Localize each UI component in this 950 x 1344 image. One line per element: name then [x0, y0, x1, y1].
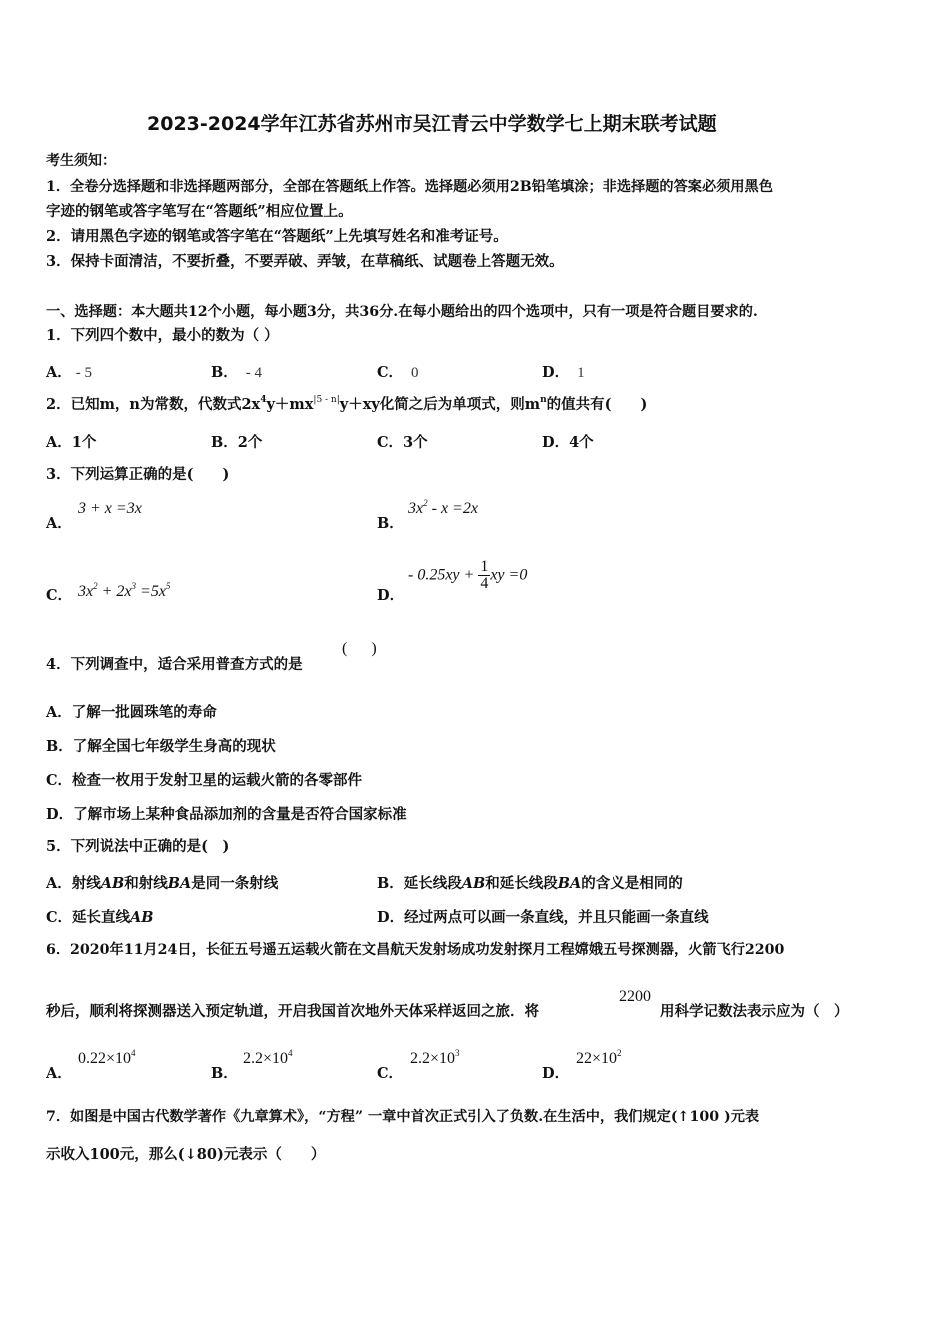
q3-d-label: D． — [377, 587, 405, 604]
q6-d-sup: 2 — [617, 1048, 622, 1058]
q6-c-expr — [410, 1050, 460, 1068]
q5-b-ab: AB — [461, 875, 486, 892]
q4-option-a[interactable]: A．了解一批圆珠笔的寿命 — [46, 704, 217, 721]
q6-c-sup: 3 — [455, 1048, 460, 1058]
q3-c-label: C． — [46, 587, 73, 604]
q3-option-b[interactable] — [377, 512, 404, 533]
q3-b-part: - x =2x — [427, 500, 478, 517]
q3-option-d[interactable] — [377, 584, 404, 605]
q6-a-sup: 4 — [131, 1048, 136, 1058]
q5-b-part: 的含义是相同的 — [581, 875, 683, 892]
q5-option-b[interactable] — [377, 872, 683, 893]
q6-line-2b: 用科学记数法表示应为（ ） — [660, 1003, 849, 1020]
q3-option-a[interactable] — [46, 512, 72, 533]
q6-b-sup: 4 — [288, 1048, 293, 1058]
q5-b-ba: BA — [557, 875, 582, 892]
q1-option-a[interactable] — [46, 361, 92, 382]
page-title: 2023-2024学年江苏省苏州市吴江青云中学数学七上期末联考试题 — [147, 113, 717, 135]
q2-option-a[interactable]: A．1个 — [46, 434, 97, 451]
q5-a-part: 是同一条射线 — [191, 875, 279, 892]
q6-option-c[interactable] — [377, 1062, 403, 1083]
q5-c-ab: AB — [130, 909, 154, 926]
q5-a-ba: BA — [167, 875, 192, 892]
q5-stem: 5．下列说法中正确的是( ) — [46, 838, 230, 855]
q5-a-part: 和射线 — [124, 875, 168, 892]
q6-line-1: 6．2020年11月24日，长征五号遥五运载火箭在文昌航天发射场成功发射探月工程嫦娥五号探测器，火箭飞行2200 — [46, 942, 785, 958]
q2-option-c[interactable]: C．3个 — [377, 434, 428, 451]
q3-c-part: + 2x — [97, 583, 132, 600]
q4-option-b[interactable]: B．了解全国七年级学生身高的现状 — [46, 738, 276, 755]
q4-paren: ( ) — [342, 640, 377, 657]
q1-b-value: - 4 — [245, 365, 263, 381]
q3-d-frac-num: 1 — [480, 558, 489, 575]
q2-sup: 4 — [260, 395, 267, 405]
q6-option-d[interactable] — [542, 1062, 569, 1083]
q3-b-label: B． — [377, 515, 404, 532]
q1-a-label: A． — [46, 364, 72, 381]
q3-c-sup: 2 — [93, 581, 98, 591]
q2-stem-part: y＋xy化简之后为单项式，则m — [339, 396, 541, 413]
q6-d-expr — [576, 1050, 622, 1068]
q2-sup: |5 - n| — [313, 395, 340, 405]
q4-stem: 4．下列调查中，适合采用普查方式的是 — [46, 656, 303, 673]
q6-d-part: 22×10 — [576, 1050, 618, 1067]
notice-line-2: 2．请用黑色字迹的钢笔或答字笔在“答题纸”上先填写姓名和准考证号。 — [46, 228, 508, 245]
q3-d-expr — [408, 559, 527, 592]
q2-stem-part: y＋mx — [266, 396, 314, 413]
q6-d-label: D． — [542, 1065, 570, 1082]
q6-a-part: 0.22×10 — [78, 1050, 132, 1067]
q5-option-c[interactable] — [46, 906, 154, 927]
q6-b-label: B． — [211, 1065, 238, 1082]
q1-stem: 1．下列四个数中，最小的数为（ ） — [46, 327, 279, 344]
q5-c-part: C．延长直线 — [46, 909, 131, 926]
q3-d-fraction — [478, 559, 490, 592]
q6-line-2a: 秒后，顺利将探测器送入预定轨道，开启我国首次地外天体采样返回之旅．将 — [46, 1003, 539, 1020]
q5-option-a[interactable] — [46, 872, 278, 893]
q7-line-1: 7．如图是中国古代数学著作《九章算术》，“方程” 一章中首次正式引入了负数.在生活中，我们规定(↑100 )元表 — [46, 1109, 760, 1125]
q1-option-d[interactable] — [542, 361, 585, 382]
q3-stem: 3．下列运算正确的是( ) — [46, 466, 230, 483]
q1-d-value: 1 — [577, 365, 585, 381]
q2-sup: n — [540, 395, 547, 405]
q2-stem-part: 的值共有( ) — [546, 396, 648, 413]
q3-c-part: 3x — [78, 583, 94, 600]
q3-c-expr — [78, 583, 170, 601]
q4-option-c[interactable]: C．检查一枚用于发射卫星的运载火箭的各零部件 — [46, 772, 363, 789]
q1-a-value: - 5 — [75, 365, 93, 381]
q5-b-part: B．延长线段 — [377, 875, 462, 892]
q3-c-sup: 3 — [131, 581, 137, 591]
q3-c-sup: 5 — [165, 581, 171, 591]
q3-d-part: xy =0 — [490, 566, 528, 584]
q3-b-expr — [408, 500, 478, 518]
q3-a-label: A． — [46, 515, 72, 532]
q1-d-label: D． — [542, 364, 570, 381]
q1-option-b[interactable] — [211, 361, 262, 382]
q3-option-c[interactable] — [46, 584, 72, 605]
notice-line-1a: 1．全卷分选择题和非选择题两部分，全部在答题纸上作答。选择题必须用2B铅笔填涂；非选择题的答案必须用黑色 — [46, 179, 773, 195]
q3-d-part: - 0.25xy + — [408, 566, 479, 584]
q1-option-c[interactable] — [377, 361, 419, 382]
q2-stem — [46, 395, 647, 415]
q1-c-label: C． — [377, 364, 404, 381]
q2-option-b[interactable]: B．2个 — [211, 434, 263, 451]
notice-heading: 考生须知： — [46, 153, 116, 169]
q3-a-expr: 3 + x =3x — [78, 500, 142, 517]
q1-b-label: B． — [211, 364, 238, 381]
q3-c-part: =5x — [136, 583, 166, 600]
q7-line-2: 示收入100元，那么(↓80)元表示（ ） — [46, 1146, 326, 1163]
q5-a-part: A．射线 — [46, 875, 101, 892]
q5-b-part: 和延长线段 — [485, 875, 558, 892]
q6-b-part: 2.2×10 — [243, 1050, 289, 1067]
q5-option-d[interactable]: D．经过两点可以画一条直线，并且只能画一条直线 — [377, 909, 709, 926]
q6-a-label: A． — [46, 1065, 72, 1082]
q5-a-ab: AB — [100, 875, 125, 892]
notice-line-3: 3．保持卡面清洁，不要折叠，不要弄破、弄皱，在草稿纸、试题卷上答题无效。 — [46, 253, 564, 270]
q6-c-label: C． — [377, 1065, 404, 1082]
q6-option-a[interactable] — [46, 1062, 72, 1083]
q2-option-d[interactable]: D．4个 — [542, 434, 594, 451]
q4-option-d[interactable]: D．了解市场上某种食品添加剂的含量是否符合国家标准 — [46, 806, 407, 823]
q6-c-part: 2.2×10 — [410, 1050, 456, 1067]
q1-c-value: 0 — [411, 365, 419, 381]
q3-b-sup: 2 — [423, 498, 428, 508]
q3-b-part: 3x — [408, 500, 424, 517]
section-heading: 一、选择题：本大题共12个小题，每小题3分，共36分.在每小题给出的四个选项中，只有一项是符合题目要求的. — [46, 304, 758, 320]
q3-d-frac-den: 4 — [480, 575, 489, 592]
q6-b-expr — [243, 1050, 293, 1068]
q2-stem-part: 2．已知m，n为常数，代数式2x — [46, 396, 261, 413]
q6-option-b[interactable] — [211, 1062, 238, 1083]
q6-a-expr — [78, 1050, 136, 1068]
q6-number: 2200 — [619, 988, 651, 1005]
notice-line-1b: 字迹的钢笔或答字笔写在“答题纸”相应位置上。 — [46, 203, 353, 220]
